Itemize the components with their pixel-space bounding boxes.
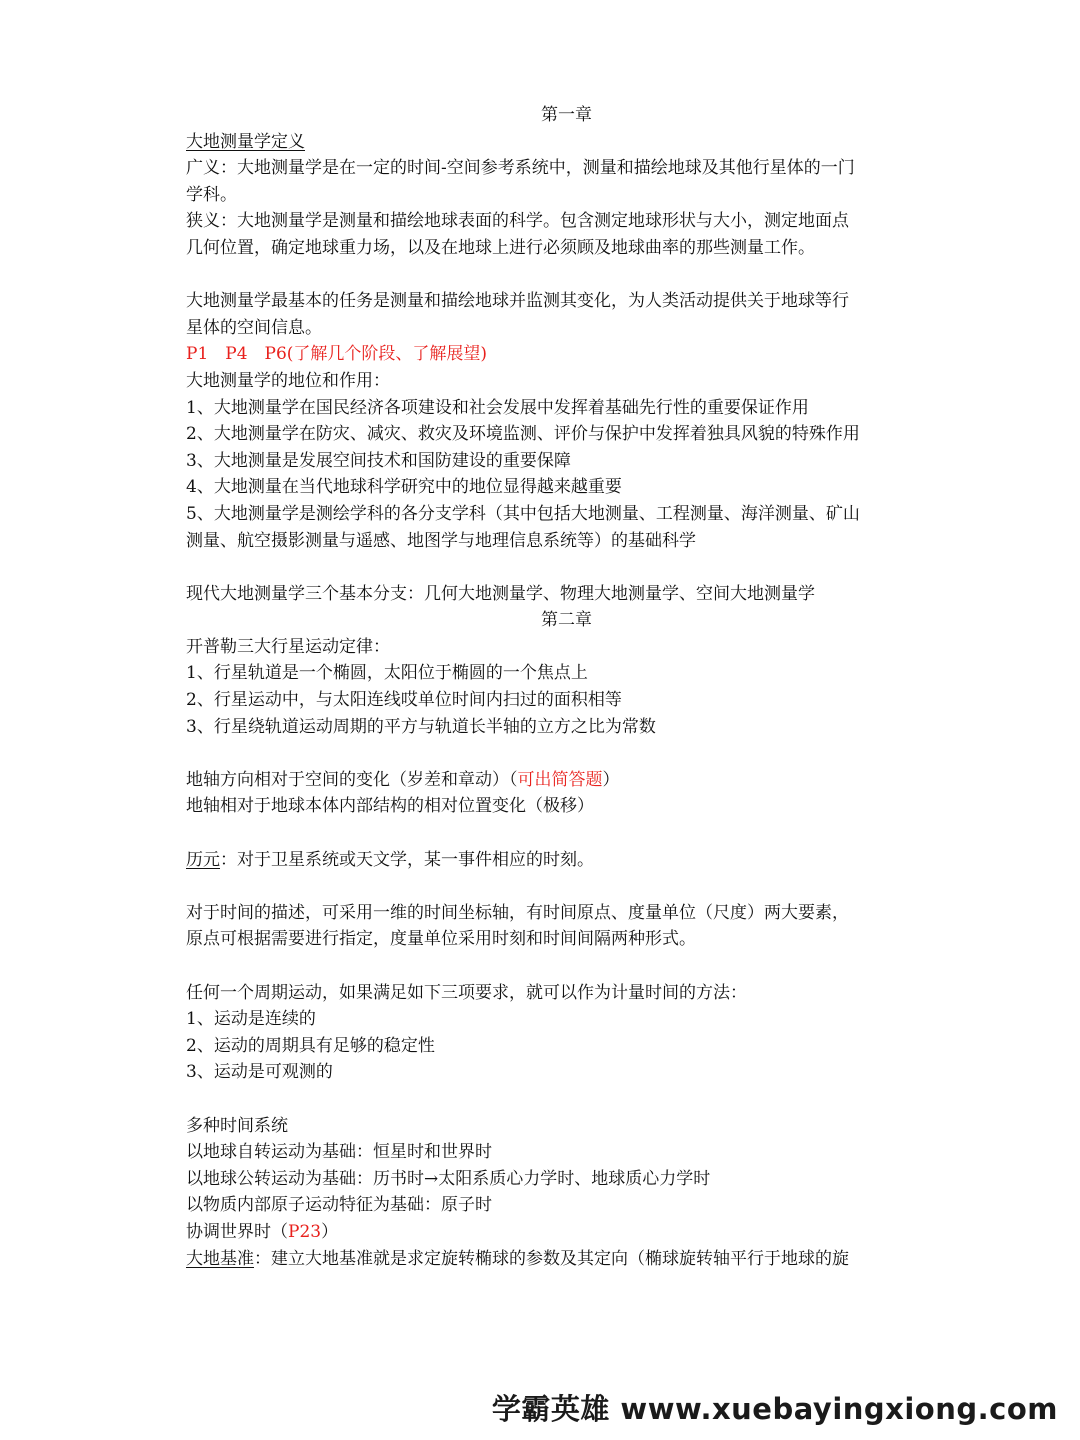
basic-task-line-1: 大地测量学最基本的任务是测量和描绘地球并监测其变化，为人类活动提供关于地球等行 [186, 291, 849, 312]
time-systems-heading: 多种时间系统 [186, 1115, 288, 1136]
periodic-requirement: 1、运动是连续的 [186, 1009, 316, 1030]
utc-page-ref: P23 [288, 1221, 322, 1242]
epoch-text: ：对于卫星系统或天文学，某一事件相应的时刻。 [220, 849, 594, 870]
epoch-term: 历元 [186, 849, 220, 870]
role-item: 5、大地测量学是测绘学科的各分支学科（其中包括大地测量、工程测量、海洋测量、矿山 [186, 503, 860, 524]
time-system-item: 以地球自转运动为基础：恒星时和世界时 [186, 1142, 492, 1163]
datum-definition [186, 1246, 906, 1273]
role-item-continued: 测量、航空摄影测量与遥感、地图学与地理信息系统等）的基础科学 [186, 530, 696, 551]
epoch-definition [186, 847, 906, 874]
spacer [186, 953, 906, 980]
periodic-requirement: 3、运动是可观测的 [186, 1062, 333, 1083]
spacer [186, 1086, 906, 1113]
role-item: 2、大地测量学在防灾、减灾、救灾及环境监测、评价与保护中发挥着独具风貌的特殊作用 [186, 424, 860, 445]
periodic-heading: 任何一个周期运动，如果满足如下三项要求，就可以作为计量时间的方法： [186, 982, 747, 1003]
axis-space-close: ） [602, 769, 620, 790]
spacer [186, 554, 906, 581]
broad-definition-line-1: 广义：大地测量学是在一定的时间-空间参考系统中，测量和描绘地球及其他行星体的一门 [186, 158, 855, 179]
role-item: 4、大地测量在当代地球科学研究中的地位显得越来越重要 [186, 477, 622, 498]
kepler-law: 1、行星轨道是一个椭圆，太阳位于椭圆的一个焦点上 [186, 663, 588, 684]
definition-heading: 大地测量学定义 [186, 131, 305, 152]
spacer [186, 262, 906, 289]
time-description-line-2: 原点可根据需要进行指定，度量单位采用时刻和时间间隔两种形式。 [186, 929, 696, 950]
spacer [186, 873, 906, 900]
datum-text: ：建立大地基准就是求定旋转椭球的参数及其定向（椭球旋转轴平行于地球的旋 [254, 1248, 849, 1269]
spacer [186, 740, 906, 767]
three-branches: 现代大地测量学三个基本分支：几何大地测量学、物理大地测量学、空间大地测量学 [186, 583, 815, 604]
time-description-line-1: 对于时间的描述，可采用一维的时间坐标轴，有时间原点、度量单位（尺度）两大要素， [186, 902, 849, 923]
periodic-requirement: 2、运动的周期具有足够的稳定性 [186, 1035, 435, 1056]
axis-space-text: 地轴方向相对于空间的变化（岁差和章动）（ [186, 769, 518, 790]
narrow-definition-line-2: 几何位置，确定地球重力场，以及在地球上进行必须顾及地球曲率的那些测量工作。 [186, 237, 815, 258]
exam-hint: 可出简答题 [517, 769, 603, 790]
time-system-item: 以地球公转运动为基础：历书时→太阳系质心力学时、地球质心力学时 [186, 1168, 711, 1189]
kepler-law: 3、行星绕轨道运动周期的平方与轨道长半轴的立方之比为常数 [186, 716, 656, 737]
chapter-1-title: 第一章 [541, 105, 592, 125]
kepler-law: 2、行星运动中，与太阳连线哎单位时间内扫过的面积相等 [186, 690, 622, 711]
document-page [186, 102, 906, 1272]
utc-text: 协调世界时（ [186, 1221, 288, 1242]
narrow-definition-line-1: 狭义：大地测量学是测量和描绘地球表面的科学。包含测定地球形状与大小，测定地面点 [186, 211, 849, 232]
datum-term: 大地基准 [186, 1248, 254, 1269]
broad-definition-line-2: 学科。 [186, 184, 237, 205]
axis-body-change: 地轴相对于地球本体内部结构的相对位置变化（极移） [186, 796, 594, 817]
page-reference-note: P1 P4 P6(了解几个阶段、了解展望) [186, 344, 488, 365]
watermark-text: 学霸英雄 www.xuebayingxiong.com [491, 1392, 1058, 1426]
basic-task-line-2: 星体的空间信息。 [186, 317, 322, 338]
utc-line [186, 1219, 906, 1246]
axis-space-change [186, 767, 906, 794]
role-heading: 大地测量学的地位和作用： [186, 370, 390, 391]
role-item: 3、大地测量是发展空间技术和国防建设的重要保障 [186, 450, 571, 471]
utc-close: ） [321, 1221, 339, 1242]
role-item: 1、大地测量学在国民经济各项建设和社会发展中发挥着基础先行性的重要保证作用 [186, 397, 809, 418]
chapter-2-title: 第二章 [541, 610, 592, 631]
kepler-heading: 开普勒三大行星运动定律： [186, 636, 390, 657]
spacer [186, 820, 906, 847]
time-system-item: 以物质内部原子运动特征为基础：原子时 [186, 1195, 492, 1216]
